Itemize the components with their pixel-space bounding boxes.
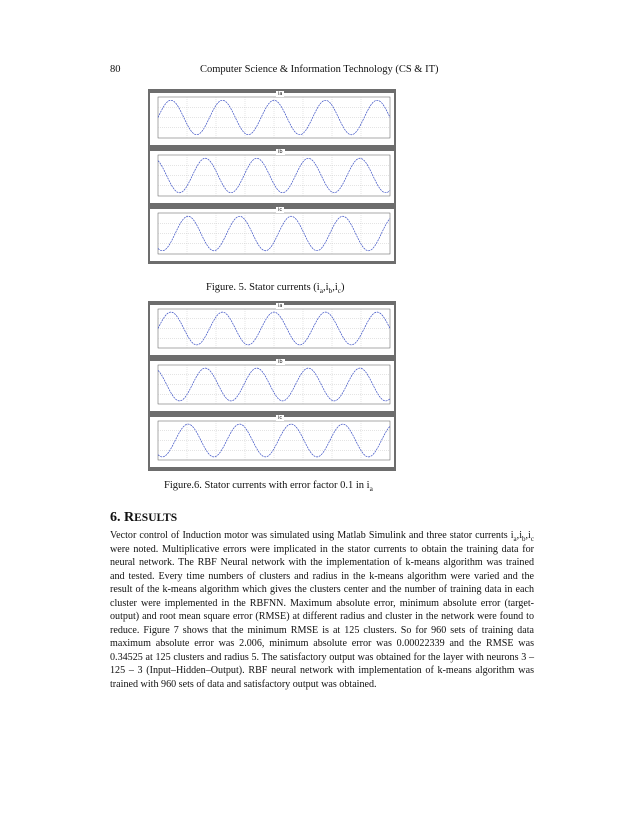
plot-panel-ic bbox=[150, 209, 394, 261]
panel-label: ia bbox=[278, 91, 283, 97]
panel-label: ia bbox=[278, 303, 283, 309]
section-heading-results: 6. RESULTS bbox=[110, 510, 178, 525]
page-number: 80 bbox=[110, 64, 121, 75]
plot-ib bbox=[150, 361, 394, 411]
results-paragraph: Vector control of Induction motor was simulated using Matlab Simulink and three stator currents $i_a,i_b,i_c$ were noted. Multiplicative errors were implicated in the stator currents to obtain the training data for neural network. The RBF Neural network with the implementation of k-means algorithm was trained and tested. Every time numbers of clusters and radius in the k-means algorithm were varied and the result of the k-means algorithm which gives the clusters center and the number of training data in each cluster were implemented in the RBFNN. Maximum absolute error, minimum absolute error (target- output) and root mean square error (RMSE) at different radius and cluster in the network were found to reduce. Figure 7 shows that the minimum RMSE is at 125 clusters. So for 960 sets of training data maximum absolute error was 2.006, minimum absolute error was 0.00022339 and the RMSE was 0.34525 at 125 clusters and radius 5. The satisfactory output was obtained for the layer with neurons 3 – 125 – 3 (Input–Hidden–Output). RBF neural network with implementation of k-means algorithm was trained with 960 sets of data and satisfactory output was obtained. bbox=[110, 530, 534, 691]
plot-ia bbox=[150, 305, 394, 355]
panel-label: ib bbox=[278, 359, 283, 365]
figure-6 bbox=[148, 301, 396, 471]
plot-panel-ib bbox=[150, 151, 394, 203]
figure-5-caption: Figure. 5. Stator currents $(i_a,i_b,i_c)$ bbox=[206, 282, 345, 296]
plot-ib bbox=[150, 151, 394, 203]
figure-5 bbox=[148, 89, 396, 264]
plot-ic bbox=[150, 417, 394, 467]
panel-label: ic bbox=[278, 415, 283, 421]
panel-label: ic bbox=[278, 207, 283, 213]
plot-panel-ic bbox=[150, 417, 394, 467]
figure-6-caption: Figure.6. Stator currents with error factor 0.1 in $i_a$ bbox=[164, 480, 373, 494]
running-header: Computer Science & Information Technology (CS & IT) bbox=[200, 64, 439, 75]
plot-panel-ia bbox=[150, 305, 394, 355]
plot-ic bbox=[150, 209, 394, 261]
plot-panel-ib bbox=[150, 361, 394, 411]
panel-label: ib bbox=[278, 149, 283, 155]
plot-ia bbox=[150, 93, 394, 145]
plot-panel-ia bbox=[150, 93, 394, 145]
